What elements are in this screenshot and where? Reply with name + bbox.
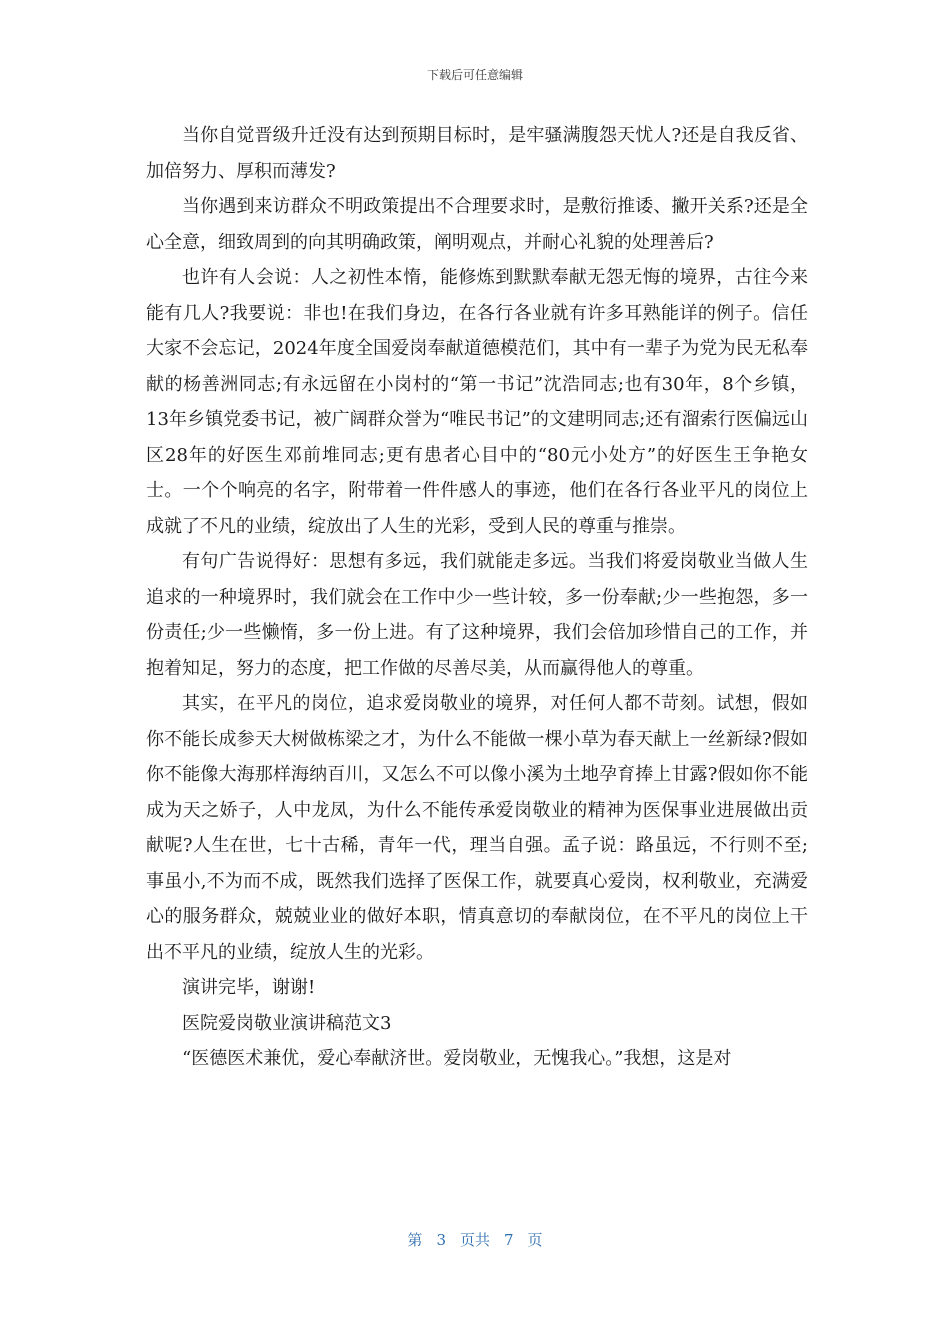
footer-word-ye-gong: 页共 xyxy=(459,1231,490,1249)
section-title: 医院爱岗敬业演讲稿范文3 xyxy=(182,1012,392,1034)
paragraph-2: 当你遇到来访群众不明政策提出不合理要求时，是敷衍推诿、撇开关系?还是全心全意，细致周到的向其明确政策，阐明观点，并耐心礼貌的处理善后? xyxy=(146,196,808,253)
paragraph-5: 其实，在平凡的岗位，追求爱岗敬业的境界，对任何人都不苛刻。试想，假如你不能长成参天大树做栋梁之才，为什么不能做一棵小草为春天献上一丝新绿?假如你不能像大海那样海纳百川，又怎么不可以像小溪为土地孕育捧上甘露?假如你不能成为天之娇子，人中龙凤，为什么不能传承爱岗敬业的精神为医保事业进展做出贡献呢?人生在世，七十古稀，青年一代，理当自强。孟子说：路虽远，不行则不至;事虽小,不为而不成，既然我们选择了医保工作，就要真心爱岗，权利敬业，充满爱心的服务群众，兢兢业业的做好本职，情真意切的奉献岗位，在不平凡的岗位上干出不平凡的业绩，绽放人生的光彩。 xyxy=(146,693,808,963)
footer-word-ye: 页 xyxy=(527,1231,543,1249)
footer-current-page: 3 xyxy=(436,1231,446,1249)
paragraph-closing: 演讲完毕，谢谢! xyxy=(182,977,316,998)
paragraph-3: 也许有人会说：人之初性本惰，能修炼到默默奉献无怨无悔的境界，古往今来能有几人?我要说：非也!在我们身边，在各行各业就有许多耳熟能详的例子。信任大家不会忘记，2024年度全国爱岗奉献道德模范们，其中有一辈子为党为民无私奉献的杨善洲同志;有永远留在小岗村的“第一书记”沈浩同志;也有30年，8个乡镇，13年乡镇党委书记，被广阔群众誉为“唯民书记”的文建明同志;还有溜索行医偏远山区28年的好医生邓前堆同志;更有患者心目中的“80元小处方”的好医生王争艳女士。一个个响亮的名字，附带着一件件感人的事迹，他们在各行各业平凡的岗位上成就了不凡的业绩，绽放出了人生的光彩，受到人民的尊重与推崇。 xyxy=(146,267,808,537)
paragraph-final: “医德医术兼优，爱心奉献济世。爱岗敬业，无愧我心。”我想，这是对 xyxy=(182,1048,732,1069)
page-footer xyxy=(0,1229,950,1250)
footer-total-pages: 7 xyxy=(504,1231,514,1249)
document-body xyxy=(146,118,808,1077)
footer-word-di: 第 xyxy=(407,1231,423,1249)
page-header: 下载后可任意编辑 xyxy=(426,68,523,82)
paragraph-1: 当你自觉晋级升迁没有达到预期目标时，是牢骚满腹怨天忧人?还是自我反省、加倍努力、厚积而薄发? xyxy=(146,125,808,182)
paragraph-4: 有句广告说得好：思想有多远，我们就能走多远。当我们将爱岗敬业当做人生追求的一种境界时，我们就会在工作中少一些计较，多一份奉献;少一些抱怨，多一份责任;少一些懒惰，多一份上进。有了这种境界，我们会倍加珍惜自己的工作，并抱着知足，努力的态度，把工作做的尽善尽美，从而赢得他人的尊重。 xyxy=(146,551,808,679)
